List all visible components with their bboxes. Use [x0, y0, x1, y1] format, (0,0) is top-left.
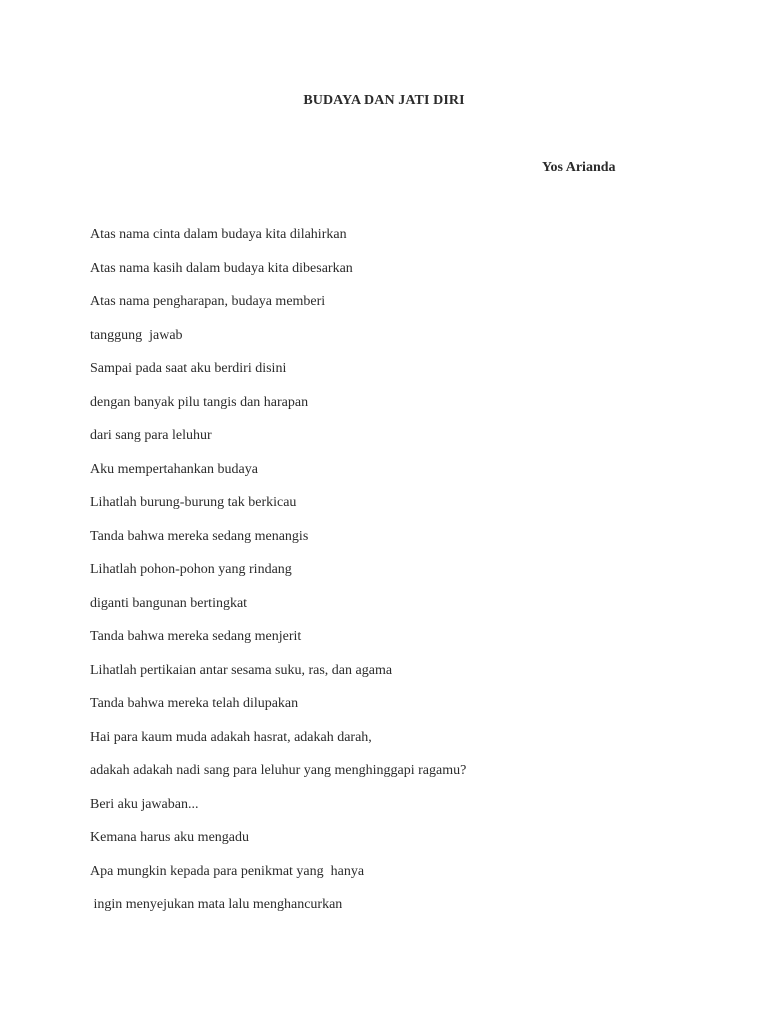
- poem-line: Atas nama cinta dalam budaya kita dilahirkan: [90, 227, 347, 242]
- poem-line: diganti bangunan bertingkat: [90, 595, 248, 611]
- poem-line: dari sang para leluhur: [90, 428, 212, 443]
- poem-author: Yos Arianda: [542, 160, 616, 175]
- poem-line: Lihatlah burung-burung tak berkicau: [90, 495, 297, 510]
- poem-line: Kemana harus aku mengadu: [90, 830, 249, 845]
- poem-line: Hai para kaum muda adakah hasrat, adakah darah,: [90, 729, 372, 745]
- poem-line: Lihatlah pohon-pohon yang rindang: [90, 562, 292, 577]
- poem-line: ingin menyejukan mata lalu menghancurkan: [90, 897, 343, 912]
- poem-line: Atas nama pengharapan, budaya memberi: [90, 294, 326, 309]
- poem-line: Beri aku jawaban...: [90, 796, 199, 812]
- poem-title: BUDAYA DAN JATI DIRI: [303, 93, 465, 108]
- poem-line: Tanda bahwa mereka sedang menangis: [90, 528, 309, 544]
- poem-line: Tanda bahwa mereka telah dilupakan: [90, 696, 299, 711]
- poem-body: [90, 226, 690, 930]
- poem-line: Sampai pada saat aku berdiri disini: [90, 361, 287, 376]
- poem-line: tanggung jawab: [90, 327, 183, 343]
- poem-line: Aku mempertahankan budaya: [90, 461, 258, 477]
- poem-line: Lihatlah pertikaian antar sesama suku, ras, dan agama: [90, 662, 393, 678]
- poem-line: adakah adakah nadi sang para leluhur yang menghinggapi ragamu?: [90, 763, 467, 778]
- poem-line: Apa mungkin kepada para penikmat yang hanya: [90, 863, 365, 879]
- poem-line: dengan banyak pilu tangis dan harapan: [90, 394, 309, 410]
- poem-line: Tanda bahwa mereka sedang menjerit: [90, 629, 302, 644]
- poem-line: Atas nama kasih dalam budaya kita dibesarkan: [90, 260, 353, 276]
